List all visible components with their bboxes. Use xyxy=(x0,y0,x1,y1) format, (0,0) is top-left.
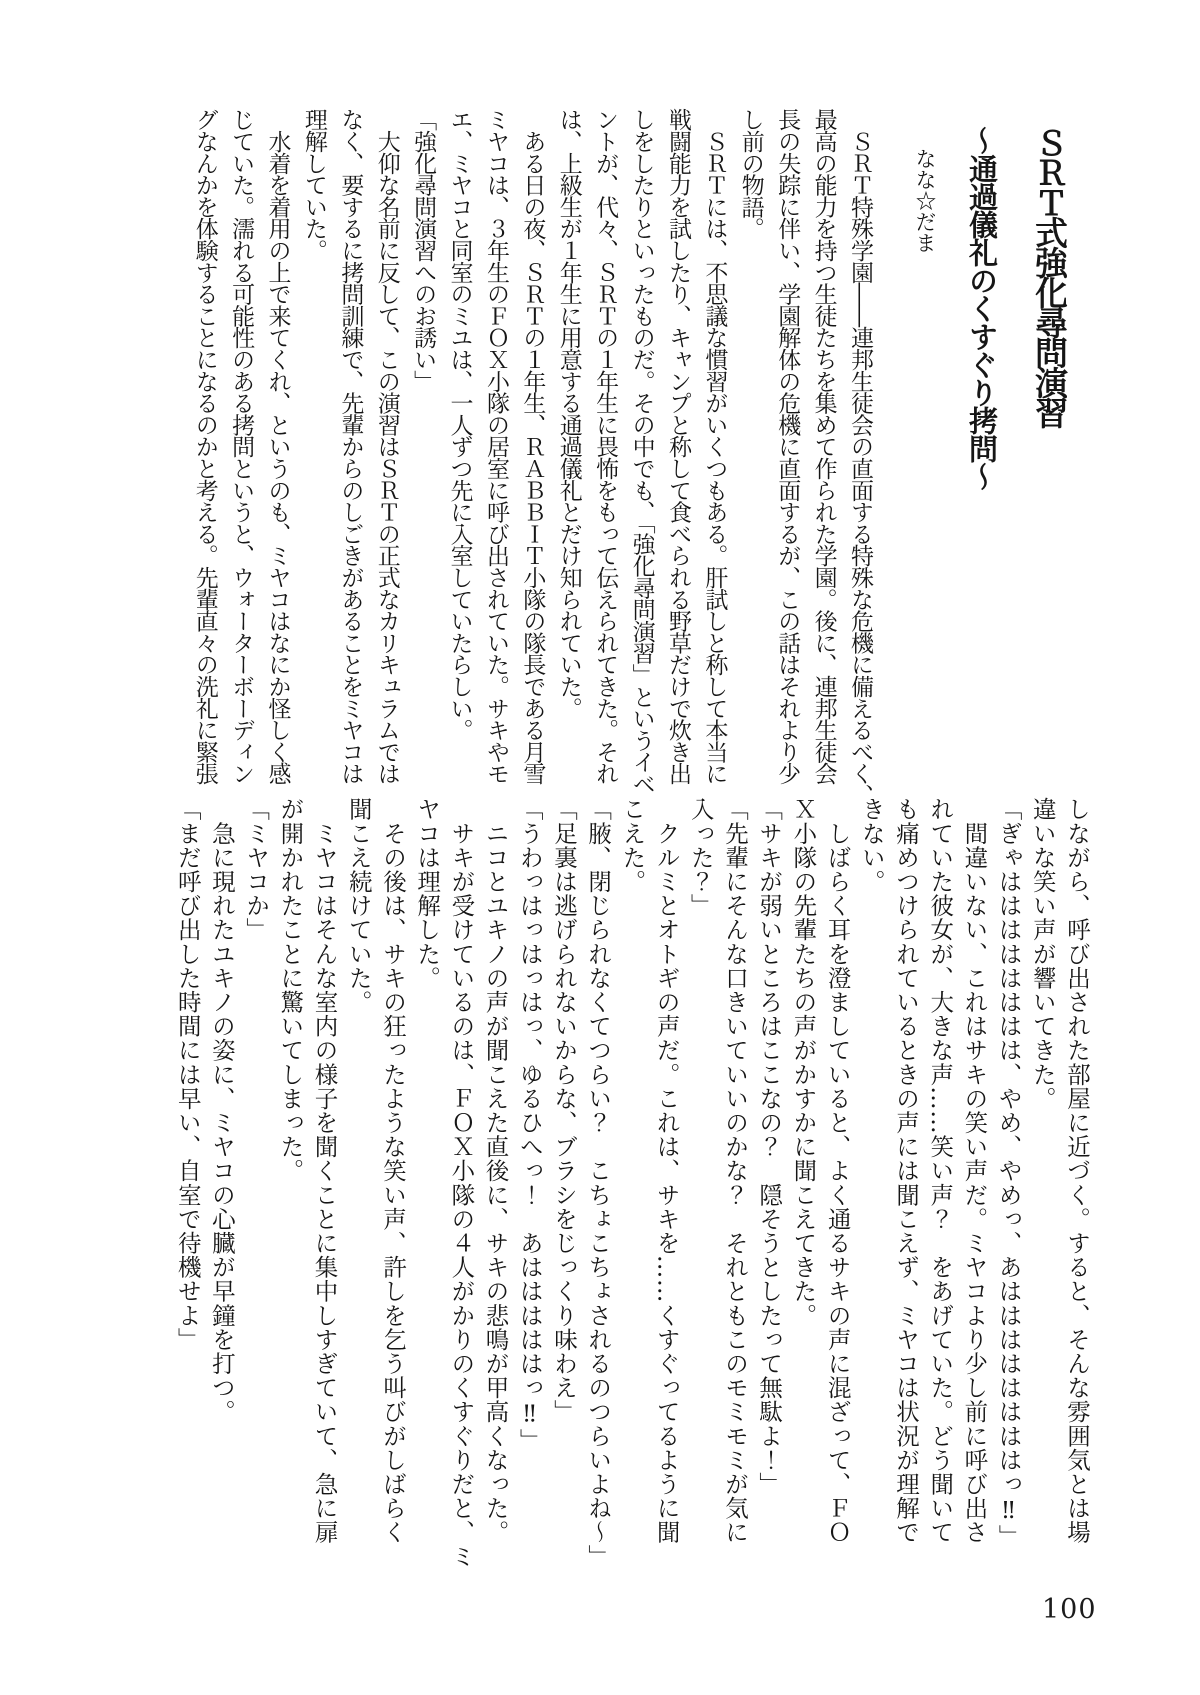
intro-text-block xyxy=(184,108,878,828)
text-column-line: クルミとオトギの声だ。これは、サキを……くすぐってるように聞 xyxy=(652,797,681,1545)
author-name: なな☆だま xyxy=(913,148,937,253)
text-column-line: 聞こえ続けていた。 xyxy=(344,797,373,1014)
text-column-line: は、上級生が１年生に用意する通過儀礼とだけ知られていた。 xyxy=(555,108,582,719)
text-column-line: こえた。 xyxy=(618,797,647,894)
text-column-line: が開かれたことに驚いてしまった。 xyxy=(276,797,305,1183)
text-column-line: じていた。濡れる可能性のある拷問というと、ウォーターボーディン xyxy=(228,108,255,784)
text-column-line: 急に現れたユキノの姿に、ミヤコの心臓が早鐘を打つ。 xyxy=(207,797,236,1424)
story-text-block xyxy=(166,797,1094,1589)
title-area xyxy=(912,126,1070,746)
text-column-line: サキが受けているのは、ＦＯＸ小隊の４人がかりのくすぐりだと、ミ xyxy=(447,797,476,1569)
text-column-line: Ｘ小隊の先輩たちの声がかすかに聞こえてきた。 xyxy=(789,797,818,1328)
text-column-line: しばらく耳を澄ましていると、よく通るサキの声に混ざって、ＦＯ xyxy=(823,797,852,1545)
text-column-line: その後は、サキの狂ったような笑い声、許しを乞う叫びがしばらく xyxy=(378,797,407,1545)
text-column-line: も痛めつけられているときの声には聞こえず、ミヤコは状況が理解で xyxy=(891,797,920,1545)
text-column-line: 「先輩にそんな口きいていいのかな？ それともこのモミモミが気に xyxy=(720,797,749,1545)
text-column-line: グなんかを体験することになるのかと考える。先輩直々の洗礼に緊張 xyxy=(191,108,218,784)
text-column-line: 戦闘能力を試したり、キャンプと称して食べられる野草だけで炊き出 xyxy=(664,108,691,784)
text-column-line: 「ぎゃはははははははは、やめ、やめっ、あははははははははっ‼」 xyxy=(994,797,1023,1549)
text-column-line: しながら、呼び出された部屋に近づく。すると、そんな雰囲気とは場 xyxy=(1063,797,1091,1545)
text-column-line: 「強化尋問演習へのお誘い」 xyxy=(410,108,437,392)
text-column-line: エ、ミヤコと同室のミユは、一人ずつ先に入室していたらしい。 xyxy=(446,108,473,741)
text-column-line: 「ミヤコか」 xyxy=(242,797,271,942)
text-column-line: 入った？」 xyxy=(686,797,715,918)
text-column-line: 違いな笑い声が響いてきた。 xyxy=(1028,797,1057,1111)
text-column-line: 「足裏は逃げられないからな、ブラシをじっくり味わえ」 xyxy=(549,797,578,1424)
text-column-line: れていた彼女が、大きな声……笑い声？ をあげていた。どう聞いて xyxy=(926,797,955,1545)
text-column-line: しをしたりといったものだ。その中でも、「強化尋問演習」というイベ xyxy=(628,108,655,795)
text-column-line: 長の失踪に伴い、学園解体の危機に直面するが、この話はそれより少 xyxy=(774,108,801,784)
text-column-line: ＳＲＴ特殊学園――連邦生徒会の直面する特殊な危機に備えるべく、 xyxy=(847,108,873,806)
page-number: 100 xyxy=(1042,1594,1097,1625)
text-column-line: ントが、代々、ＳＲＴの１年生に畏怖をもって伝えられてきた。それ xyxy=(592,108,619,784)
text-column-line: 「まだ呼び出した時間には早い、自室で待機せよ」 xyxy=(173,797,202,1352)
text-column-line: ミヤコはそんな室内の様子を聞くことに集中しすぎていて、急に扉 xyxy=(310,797,339,1545)
text-column-line: 水着を着用の上で来てくれ、というのも、ミヤコはなにか怪しく感 xyxy=(264,108,291,784)
story-subtitle: ～通過儀礼のくすぐり拷問～ xyxy=(965,126,999,490)
text-column-line: なく、要するに拷問訓練で、先輩からのしごきがあることをミヤコは xyxy=(337,108,364,784)
text-column-line: ミヤコは、３年生のＦＯＸ小隊の居室に呼び出されていた。サキやモ xyxy=(482,108,509,784)
text-column-line: ＳＲＴには、不思議な慣習がいくつもある。肝試しと称して本当に xyxy=(701,108,728,784)
story-title: ＳＲＴ式強化尋問演習 xyxy=(1030,126,1069,426)
text-column-line: 「サキが弱いところはここなの？ 隠そうとしたって無駄よ！」 xyxy=(755,797,784,1496)
text-column-line: ニコとユキノの声が聞こえた直後に、サキの悲鳴が甲高くなった。 xyxy=(481,797,510,1545)
text-column-line: 間違いない、これはサキの笑い声だ。ミヤコより少し前に呼び出さ xyxy=(960,797,989,1545)
text-column-line: 「腋、閉じられなくてつらい？ こちょこちょされるのつらいよね～」 xyxy=(584,797,613,1569)
text-column-line: 大仰な名前に反して、この演習はＳＲＴの正式なカリキュラムでは xyxy=(373,108,400,784)
text-column-line: し前の物語。 xyxy=(737,108,764,239)
text-column-line: 「うわっはっはっはっ、ゆるひへっ！ あはははははっ‼」 xyxy=(515,797,544,1453)
text-column-line: ある日の夜、ＳＲＴの１年生、ＲＡＢＢＩＴ小隊の隊長である月雪 xyxy=(519,108,546,784)
text-column-line: ヤコは理解した。 xyxy=(413,797,442,990)
text-column-line: 理解していた。 xyxy=(300,108,327,261)
text-column-line: きない。 xyxy=(857,797,886,894)
text-column-line: 最高の能力を持つ生徒たちを集めて作られた学園。後に、連邦生徒会 xyxy=(810,108,837,784)
